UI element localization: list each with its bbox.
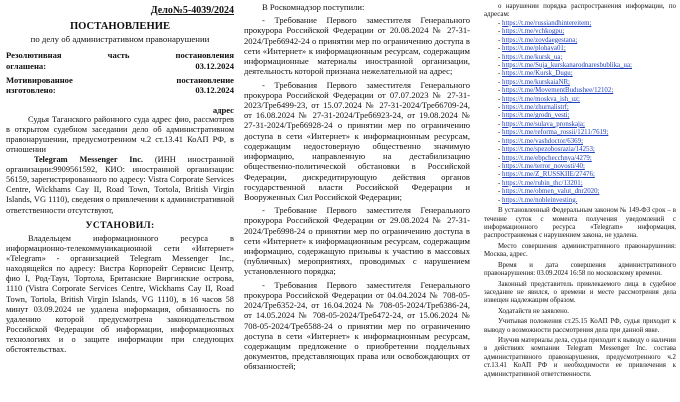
telegram-link[interactable]: https://t.me/MovementBudushee/12102; bbox=[502, 87, 614, 95]
place-paragraph: Место совершения административного правонарушения: Москва, адрес. bbox=[484, 242, 676, 259]
document-subtitle: по делу об административном правонарушении bbox=[30, 33, 210, 44]
list-item: - https://t.me/MovementBudushee/12102; bbox=[498, 87, 614, 95]
telegram-link[interactable]: https://t.me/grodn_vesti; bbox=[502, 112, 570, 120]
law-paragraph: В установленный Федеральным законом № 149-ФЗ срок – в течение суток с момента получения уведомлений с информационного ресурса «Telegram» информация, распространяемая с нарушением закона, не удалена. bbox=[484, 207, 676, 240]
reasoned-date: 03.12.2024 bbox=[195, 85, 234, 96]
reasoned-made-label: изготовлено: bbox=[6, 85, 56, 96]
left-column bbox=[6, 0, 234, 402]
telegram-link[interactable]: https://t.me/plohaya01; bbox=[502, 45, 566, 53]
list-item: - https://t.me/Z_RUSSKIIE/27476; bbox=[498, 171, 595, 179]
address-word: адрес bbox=[212, 104, 234, 115]
representative-paragraph: Законный представитель привлекаемого лица в судебное заседание не явился, о времени и месте рассмотрения дела извещен надлежащим образом. bbox=[484, 280, 676, 305]
list-item: - https://t.me/ebpchecchnya/4279; bbox=[498, 154, 592, 162]
telegram-link[interactable]: https://t.me/ebpchecchnya/4279; bbox=[502, 154, 592, 162]
list-item: - https://t.me/spezobosrazia/14253; bbox=[498, 146, 595, 154]
telegram-link[interactable]: https://t.me/moskva_ish_uz; bbox=[502, 95, 580, 103]
petition-paragraph: Ходатайств не заявлено. bbox=[498, 307, 569, 315]
telegram-link[interactable]: https://t.me/Kursk_Dugu; bbox=[502, 70, 573, 78]
reasoned-date-row bbox=[6, 85, 234, 95]
list-item: - https://t.me/kursk_ua; bbox=[498, 53, 563, 61]
list-item: - https://t.me/reforma_rossii/1211/7619; bbox=[498, 129, 609, 137]
telegram-link[interactable]: https://t.me/terror_novosti/40; bbox=[502, 163, 585, 171]
reasoned-label: Мотивированное bbox=[6, 74, 73, 85]
list-item: - https://t.me/nobleinvesting. bbox=[498, 196, 578, 204]
telegram-link[interactable]: https://t.me/zhurnalistrf; bbox=[502, 104, 569, 112]
list-item: - https://t.me/russiandhintereitem; bbox=[498, 19, 592, 27]
telegram-link[interactable]: https://t.me/Z_RUSSKIIE/27476; bbox=[502, 171, 595, 179]
right-column bbox=[484, 0, 676, 402]
conclusion-paragraph: Изучив материалы дела, судья приходит к выводу о наличии в действиях компании Telegram Messenger Inc. состава административного правонарушения, предусмотренного ч.2 ст.13.41 КоАП РФ и необходимости ее привлечения к административной ответственности. bbox=[484, 337, 676, 378]
case-number: Дело№5-4039/2024 bbox=[150, 5, 234, 16]
addresses-intro: о нарушении порядка распространения информации, по адресам: bbox=[484, 3, 676, 19]
telegram-link[interactable]: https://t.me/spezobosrazia/14253; bbox=[502, 146, 595, 154]
list-item: - https://t.me/moskva_ish_uz; bbox=[498, 95, 580, 103]
resolution-row bbox=[6, 50, 234, 60]
list-item: - https://t.me/plohaya01; bbox=[498, 45, 566, 53]
resolution-announced-label: оглашена: bbox=[6, 60, 47, 71]
telegram-link[interactable]: https://t.me/nobleinvesting. bbox=[502, 196, 578, 204]
list-item: - https://t.me/obmen_valut_dnr2020; bbox=[498, 188, 600, 196]
middle-column bbox=[244, 0, 470, 402]
company-name: Telegram Messenger Inc. bbox=[34, 155, 144, 165]
time-paragraph: Время и дата совершения административного правонарушения: 03.09.2024 16:58 по московскому времени. bbox=[484, 261, 676, 278]
telegram-link[interactable]: https://t.me/rubin_thc/13201; bbox=[502, 179, 583, 187]
resolution-label: Резолютивная bbox=[6, 50, 62, 61]
document-title: ПОСТАНОВЛЕНИЕ bbox=[69, 21, 171, 32]
link-list bbox=[484, 20, 676, 205]
telegram-link[interactable]: https://t.me/Suja_kurskanarodnaresbublika_ua; bbox=[502, 61, 632, 69]
resolution-right: постановления bbox=[175, 50, 234, 61]
requirement-paragraph-4: - Требования Первого заместителя Генерального прокурора Российской Федерации от 04.04.2024 № 708-05-2024/Треб352-24, от 16.04.2024 № 708-05-2024/Треб386-24, от 14.05.2024 № 708-05-2024/Треб472-24, от 15.06.2024 № 708-05-2024/Треб588-24 о принятии мер по ограничению доступа в сети «Интернет» к информационным ресурсам, содержащим предложение о приобретении поддельных документов, представляющих права или освобождающих от обязанностей; bbox=[244, 279, 470, 372]
company-details: (ИНН иностранной организации:9909561592, КИО: иностранной организации: 56159, зарегистрированного по адресу: Vistra Corporate Services Centre, Wickhams Cay II, Road Town, Tortola, British Virgin Islands, VG 1110), сведения о привлечении к административной ответственности отсутствуют, bbox=[6, 155, 234, 215]
reasoned-right: постановление bbox=[176, 74, 234, 85]
resolution-date-row bbox=[6, 61, 234, 71]
resolution-date: 03.12.2024 bbox=[195, 60, 234, 71]
list-item: - https://t.me/zovdaegestana; bbox=[498, 36, 578, 44]
company-paragraph bbox=[6, 155, 234, 215]
telegram-link[interactable]: https://t.me/zovdaegestana; bbox=[502, 36, 578, 44]
requirement-paragraph-1: - Требование Первого заместителя Генерального прокурора Российской Федерации от 20.08.2024 № 27-31-2024/Треб6942-24 о принятии мер по ограничению доступа в сети «Интернет» к информационным ресурсам, содержащим информационные материалы иностранной организации, деятельность которой признана нежелательной на адрес; bbox=[244, 15, 470, 77]
roskomnadzor-heading: В Роскомнадзор поступили: bbox=[262, 2, 365, 12]
body-paragraph: Владельцем информационного ресурса в информационно-телекоммуникационной сети «Интернет» «Telegram» - организацией Telegram Messenger Inc., находящейся по адресу: Вистра Корпорейт Сервисис Центр, фио I, Род-Таун, Тортола, Британские Виргинские острова, 1110 (Vistra Corporate Services Centre, Wickhams Cay II, Road Town, Tortola, British Virgin Islands, VG 1110), в 16 часов 58 минут 03.09.2024 не удалена информация, обязанность по удалению которой предусмотрена законодательством Российской Федерации об информации, информационных технологиях и о защите информации при следующих обстоятельствах. bbox=[6, 234, 234, 354]
telegram-link[interactable]: https://t.me/russiandhintereitem; bbox=[502, 19, 592, 27]
consideration-paragraph: Учитывая положения ст.25.15 КоАП РФ, судья приходит к выводу о возможности рассмотрения дела при данной явке. bbox=[484, 318, 676, 334]
list-item: - https://t.me/rubin_thc/13201; bbox=[498, 179, 583, 187]
resolution-mid: часть bbox=[107, 50, 130, 61]
requirement-paragraph-3: - Требование Первого заместителя Генерального прокурора Российской Федерации от 29.08.2024 № 27-31-2024/Треб998-24 о принятии мер по ограничению доступа в сети «Интернет» к информационным ресурсам, содержащим информацию, содержащую призывы к участию в массовых (публичных) мероприятиях, проводимых с нарушением установленного порядка; bbox=[244, 205, 470, 277]
telegram-link[interactable]: https://t.me/vashdoctor/6369; bbox=[502, 137, 583, 145]
telegram-link[interactable]: https://t.me/sulava_pronskaja; bbox=[502, 120, 585, 128]
telegram-link[interactable]: https://t.me/obmen_valut_dnr2020; bbox=[502, 188, 600, 196]
list-item: - https://t.me/vashdoctor/6369; bbox=[498, 137, 583, 145]
list-item: - https://t.me/grodn_vesti; bbox=[498, 112, 570, 120]
established-heading: УСТАНОВИЛ: bbox=[85, 219, 155, 231]
telegram-link[interactable]: https://t.me/vchkogpu; bbox=[502, 28, 565, 36]
telegram-link[interactable]: https://t.me/reforma_rossii/1211/7619; bbox=[502, 129, 609, 137]
list-item: - https://t.me/sulava_pronskaja; bbox=[498, 120, 585, 128]
list-item: - https://t.me/terror_novosti/40; bbox=[498, 163, 585, 171]
list-item: - https://t.me/Suja_kurskanarodnaresbublika_ua; bbox=[498, 61, 632, 69]
list-item: - https://t.me/vchkogpu; bbox=[498, 28, 565, 36]
telegram-link[interactable]: https://t.me/kursk_ua; bbox=[502, 53, 563, 61]
intro-paragraph: Судья Таганского районного суда адрес фио, рассмотрев в открытом судебном заседании дело об административном правонарушении, предусмотренном ч.2 ст.13.41 КоАП РФ, в отношении bbox=[6, 114, 234, 155]
telegram-link[interactable]: https://t.me/kurskaiaNR; bbox=[502, 78, 570, 86]
list-item: - https://t.me/zhurnalistrf; bbox=[498, 104, 569, 112]
list-item: - https://t.me/Kursk_Dugu; bbox=[498, 70, 573, 78]
requirement-paragraph-2: - Требования Первого заместителя Генерального прокурора Российской Федерации от 07.07.2023 № 27-31-2023/Треб499-23, от 15.07.2024 № 27-31-2024/Треб6709-24, от 16.08.2024 № 27-31-2024/Треб6923-24, от 19.08.2024 № 27-31-2024/Треб6928-24 о принятии мер по ограничению доступа в сети «Интернет» к информационным ресурсам, содержащим недостоверную общественно значимую информацию, направленную на дестабилизацию общественно-политической обстановки в Российской Федерации, дискредитирующую действия органов государственной власти Российской Федерации и Вооруженных Сил Российской Федерации; bbox=[244, 79, 470, 202]
reasoned-row bbox=[6, 75, 234, 85]
list-item: - https://t.me/kurskaiaNR; bbox=[498, 78, 570, 86]
